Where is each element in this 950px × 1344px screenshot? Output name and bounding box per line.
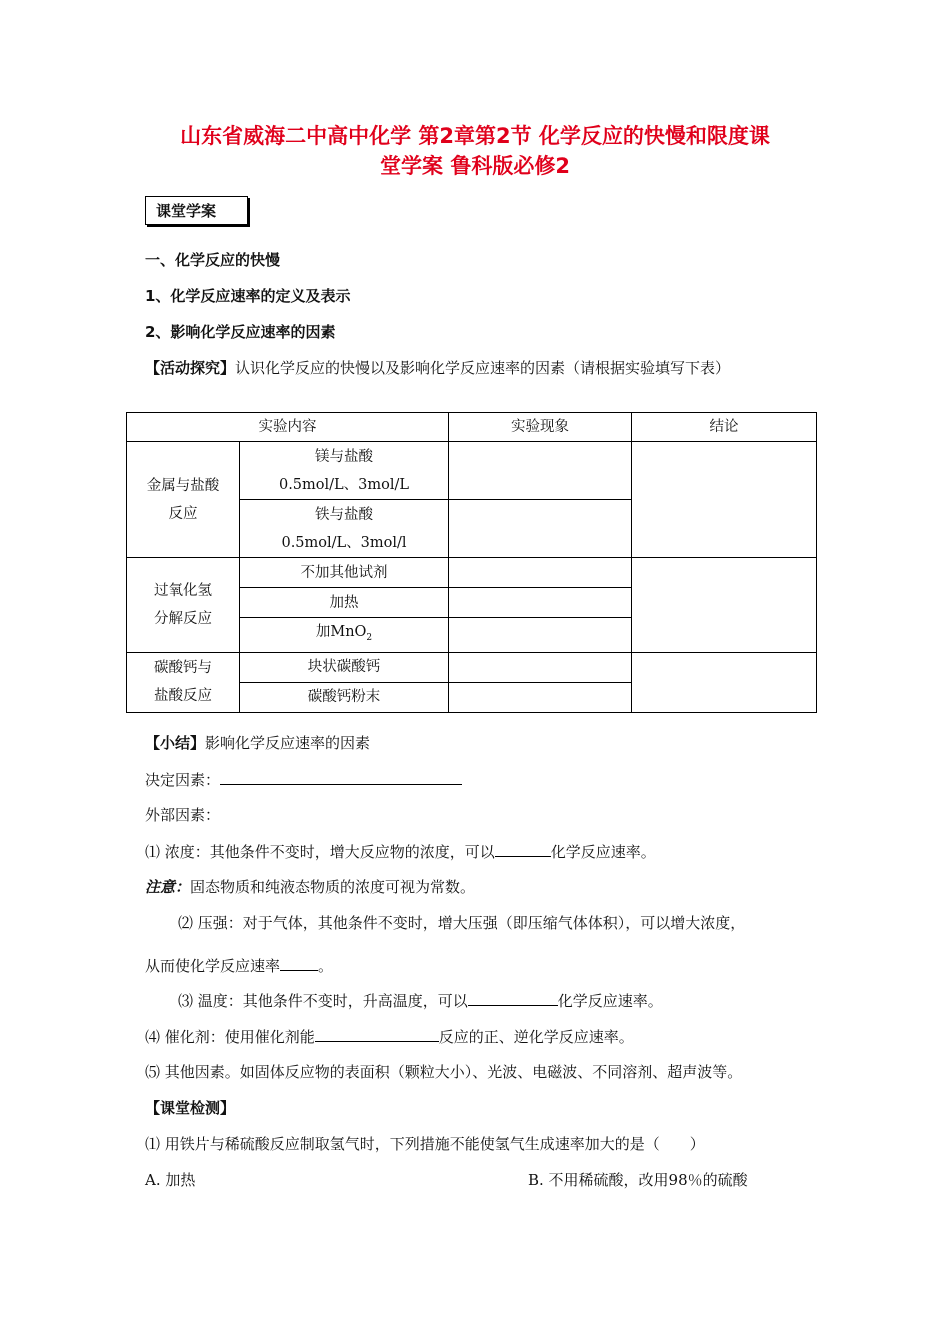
catalyst-text-end: 反应的正、逆化学反应速率。 bbox=[438, 1028, 634, 1046]
blank-cell[interactable] bbox=[632, 442, 817, 558]
decisive-label: 决定因素： bbox=[145, 771, 221, 789]
experiment-table bbox=[126, 412, 817, 713]
concentration-text-end: 化学反应速率。 bbox=[550, 843, 656, 861]
other-factors-line: ⑸ 其他因素。如固体反应物的表面积（颗粒大小）、光波、电磁波、不同溶剂、超声波等。 bbox=[145, 1063, 743, 1081]
summary-tag: 【小结】 bbox=[145, 734, 206, 752]
cell-line: 镁与盐酸 bbox=[315, 448, 373, 465]
title-line-2: 堂学案 鲁科版必修2 bbox=[380, 154, 570, 178]
pressure-text-end: 。 bbox=[318, 957, 334, 975]
subheading-factors: 2、影响化学反应速率的因素 bbox=[145, 323, 336, 341]
group-label-line: 过氧化氢 bbox=[154, 582, 212, 599]
mno2-text: 加MnO bbox=[315, 624, 367, 640]
note-text: 固态物质和纯液态物质的浓度可视为常数。 bbox=[190, 878, 476, 896]
pressure-line: ⑵ 压强：对于气体，其他条件不变时，增大压强（即压缩气体体积），可以增大浓度， bbox=[178, 914, 746, 932]
cell-line: 0.5mol/L、3mol/l bbox=[281, 534, 407, 551]
group-label-line: 碳酸钙与 bbox=[154, 660, 212, 677]
temperature-blank[interactable] bbox=[468, 990, 558, 1006]
cell-line: 0.5mol/L、3mol/L bbox=[278, 476, 410, 493]
pressure-text: 从而使化学反应速率 bbox=[145, 957, 281, 975]
concentration-text: ⑴ 浓度：其他条件不变时，增大反应物的浓度，可以 bbox=[145, 843, 495, 861]
group-label-line: 金属与盐酸 bbox=[146, 477, 220, 494]
blank-cell[interactable] bbox=[632, 652, 817, 712]
title-line-1: 山东省威海二中高中化学 第2章第2节 化学反应的快慢和限度课 bbox=[180, 124, 770, 148]
group-label-line: 分解反应 bbox=[154, 610, 212, 627]
temperature-line bbox=[178, 990, 663, 1011]
blank-cell[interactable] bbox=[449, 618, 632, 653]
group-label-line: 盐酸反应 bbox=[154, 688, 212, 705]
catalyst-text: ⑷ 催化剂：使用催化剂能 bbox=[145, 1028, 315, 1046]
row-no-reagent: 不加其他试剂 bbox=[240, 558, 449, 588]
blank-cell[interactable] bbox=[449, 500, 632, 558]
group-metal-acid bbox=[127, 442, 240, 558]
summary-text: 影响化学反应速率的因素 bbox=[205, 734, 371, 752]
concentration-blank[interactable] bbox=[495, 841, 551, 857]
blank-cell[interactable] bbox=[449, 588, 632, 618]
blank-cell[interactable] bbox=[449, 442, 632, 500]
activity-text: 认识化学反应的快慢以及影响化学反应速率的因素（请根据实验填写下表） bbox=[235, 359, 731, 377]
catalyst-line bbox=[145, 1026, 634, 1047]
option-a[interactable]: A. 加热 bbox=[145, 1171, 196, 1189]
note-tag: 注意： bbox=[145, 878, 191, 896]
section-box-label: 课堂学案 bbox=[145, 196, 248, 225]
activity-tag: 【活动探究】 bbox=[145, 359, 236, 377]
option-b[interactable]: B. 不用稀硫酸，改用98％的硫酸 bbox=[528, 1171, 748, 1189]
blank-cell[interactable] bbox=[449, 558, 632, 588]
group-carbonate bbox=[127, 652, 240, 712]
row-iron bbox=[240, 500, 449, 558]
blank-cell[interactable] bbox=[632, 558, 817, 653]
header-content: 实验内容 bbox=[127, 413, 449, 442]
row-heating: 加热 bbox=[240, 588, 449, 618]
document-title bbox=[130, 121, 820, 181]
row-magnesium bbox=[240, 442, 449, 500]
group-label-line: 反应 bbox=[168, 505, 198, 522]
row-lump: 块状碳酸钙 bbox=[240, 652, 449, 682]
class-test-heading: 【课堂检测】 bbox=[145, 1099, 236, 1117]
blank-cell[interactable] bbox=[449, 652, 632, 682]
activity-line bbox=[145, 358, 730, 378]
header-phenomenon: 实验现象 bbox=[449, 413, 632, 442]
decisive-factor-line bbox=[145, 769, 462, 790]
summary-line bbox=[145, 733, 370, 753]
row-powder: 碳酸钙粉末 bbox=[240, 682, 449, 712]
section-heading: 一、化学反应的快慢 bbox=[145, 251, 281, 269]
note-line bbox=[145, 877, 475, 897]
decisive-blank[interactable] bbox=[220, 769, 462, 785]
question-1: ⑴ 用铁片与稀硫酸反应制取氢气时，下列措施不能使氢气生成速率加大的是（ ） bbox=[145, 1135, 705, 1153]
blank-cell[interactable] bbox=[449, 682, 632, 712]
temperature-text: ⑶ 温度：其他条件不变时，升高温度，可以 bbox=[178, 992, 468, 1010]
external-factor-label: 外部因素： bbox=[145, 806, 221, 824]
header-conclusion: 结论 bbox=[632, 413, 817, 442]
pressure-blank[interactable] bbox=[280, 955, 318, 971]
temperature-text-end: 化学反应速率。 bbox=[557, 992, 663, 1010]
pressure-line-2 bbox=[145, 955, 333, 976]
mno2-subscript: 2 bbox=[366, 632, 373, 643]
row-mno2 bbox=[240, 618, 449, 653]
concentration-line bbox=[145, 841, 656, 862]
group-peroxide bbox=[127, 558, 240, 653]
catalyst-blank[interactable] bbox=[315, 1026, 439, 1042]
subheading-definition: 1、化学反应速率的定义及表示 bbox=[145, 287, 351, 305]
cell-line: 铁与盐酸 bbox=[315, 506, 373, 523]
